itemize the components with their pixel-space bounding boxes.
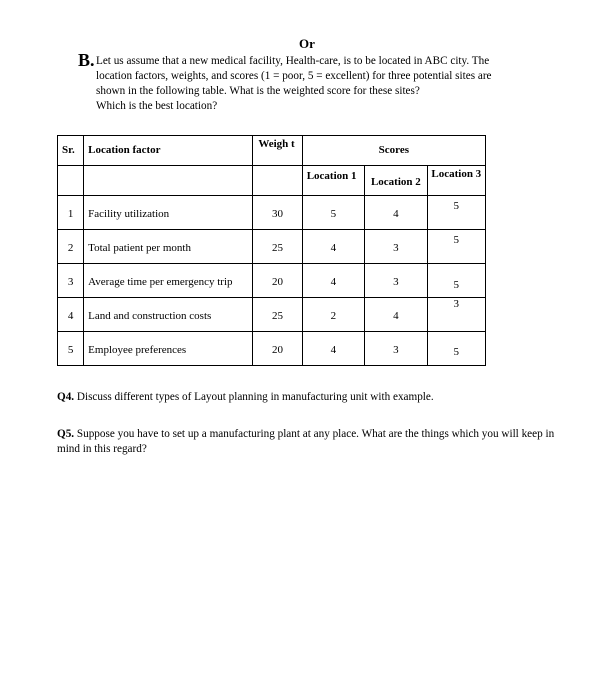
row-loc2: 3 (365, 332, 427, 366)
empty-cell (253, 166, 302, 196)
header-location-3: Location 3 (427, 166, 485, 196)
row-weight: 25 (253, 230, 302, 264)
row-loc3: 5 (427, 230, 485, 264)
row-sr: 2 (58, 230, 84, 264)
row-loc3: 5 (427, 264, 485, 298)
row-loc2: 3 (365, 264, 427, 298)
section-b-label: B. (78, 50, 95, 70)
empty-cell (58, 166, 84, 196)
section-b-line-3: shown in the following table. What is the weighted score for these sites? (96, 85, 420, 97)
row-weight: 30 (253, 196, 302, 230)
header-location-factor: Location factor (84, 136, 253, 166)
row-sr: 3 (58, 264, 84, 298)
row-loc2: 3 (365, 230, 427, 264)
header-sr: Sr. (58, 136, 84, 166)
section-b-line-1: Let us assume that a new medical facility, Health-care, is to be located in ABC city. The (96, 55, 490, 67)
row-loc2: 4 (365, 196, 427, 230)
row-loc1: 2 (302, 298, 364, 332)
table-header-row (58, 136, 486, 166)
row-factor: Average time per emergency trip (84, 264, 253, 298)
row-factor: Total patient per month (84, 230, 253, 264)
row-loc1: 4 (302, 332, 364, 366)
row-sr: 4 (58, 298, 84, 332)
row-factor: Land and construction costs (84, 298, 253, 332)
row-weight: 20 (253, 264, 302, 298)
question-5-text: Suppose you have to set up a manufacturing plant at any place. What are the things which you will keep in mind in this regard? (57, 428, 555, 455)
row-loc3: 5 (427, 332, 485, 366)
question-4 (57, 390, 557, 405)
header-scores: Scores (302, 136, 485, 166)
header-weight: Weigh t (253, 136, 302, 166)
location-scores-table (57, 135, 486, 366)
row-weight: 20 (253, 332, 302, 366)
row-loc1: 4 (302, 230, 364, 264)
table-subheader-row (58, 166, 486, 196)
question-4-text: Discuss different types of Layout planning in manufacturing unit with example. (76, 391, 434, 403)
section-b-line-4: Which is the best location? (96, 100, 218, 112)
row-sr: 5 (58, 332, 84, 366)
question-5 (57, 427, 557, 457)
empty-cell (84, 166, 253, 196)
row-factor: Facility utilization (84, 196, 253, 230)
table-row (58, 298, 486, 332)
header-location-1: Location 1 (302, 166, 364, 196)
row-loc3: 5 (427, 196, 485, 230)
row-loc2: 4 (365, 298, 427, 332)
table-row (58, 264, 486, 298)
row-loc1: 4 (302, 264, 364, 298)
or-heading: Or (299, 36, 315, 51)
table-row (58, 332, 486, 366)
question-4-label: Q4. (57, 391, 75, 403)
row-factor: Employee preferences (84, 332, 253, 366)
row-loc1: 5 (302, 196, 364, 230)
section-b-text (96, 54, 554, 114)
row-weight: 25 (253, 298, 302, 332)
table-row (58, 230, 486, 264)
header-location-2: Location 2 (365, 166, 427, 196)
question-5-label: Q5. (57, 428, 75, 440)
row-loc3: 3 (427, 298, 485, 332)
row-sr: 1 (58, 196, 84, 230)
section-b-line-2: location factors, weights, and scores (1 = poor, 5 = excellent) for three potential sites are (96, 70, 492, 82)
table-row (58, 196, 486, 230)
